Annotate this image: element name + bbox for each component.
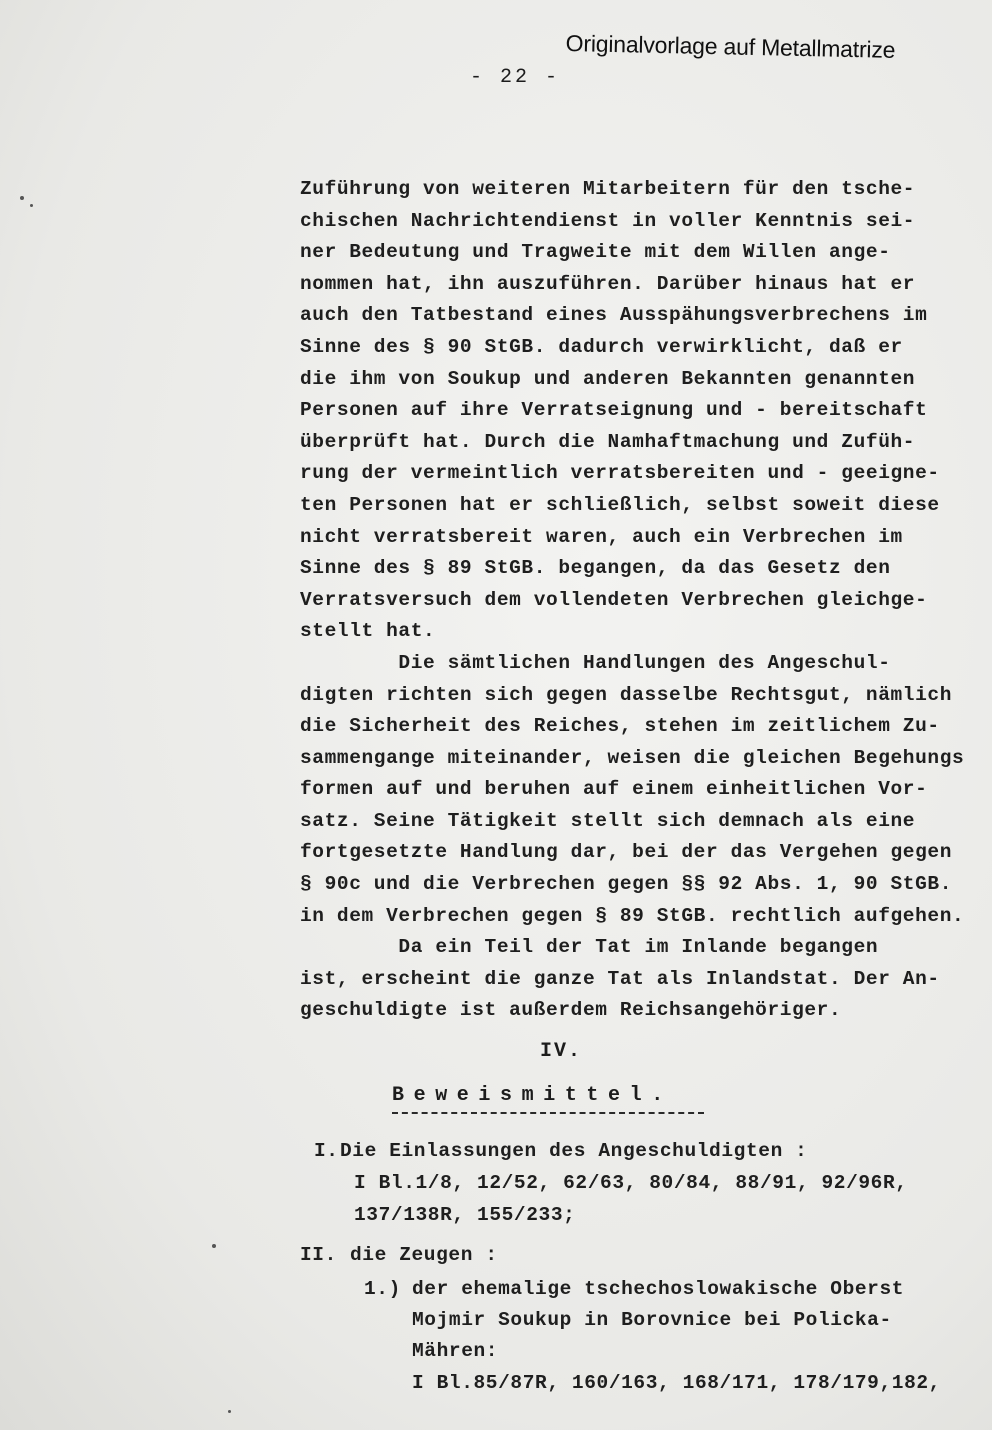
scan-speck <box>20 196 24 200</box>
scan-speck <box>212 1244 216 1248</box>
evidence-item-label: I. <box>314 1140 339 1162</box>
text-line: formen auf und beruhen auf einem einheitlichen Vor- <box>300 778 928 801</box>
text-line: ten Personen hat er schließlich, selbst soweit diese <box>300 493 940 516</box>
evidence-item-text: die Zeugen : <box>350 1244 498 1266</box>
scan-speck <box>228 1410 231 1413</box>
text-line: die ihm von Soukup und anderen Bekannten genannten <box>300 367 916 390</box>
text-line: rung der vermeintlich verratsbereiten und - geeigne- <box>300 462 940 485</box>
text-line: nicht verratsbereit waren, auch ein Verbrechen im <box>300 525 903 548</box>
text-line: Sinne des § 89 StGB. begangen, da das Gesetz den <box>300 557 891 580</box>
text-line: sammengange miteinander, weisen die gleichen Begehungs <box>300 746 965 769</box>
original-template-stamp: Originalvorlage auf Metallmatrize <box>565 30 896 63</box>
scan-speck <box>30 204 33 207</box>
text-line: überprüft hat. Durch die Namhaftmachung und Zufüh- <box>300 430 916 453</box>
text-line: fortgesetzte Handlung dar, bei der das Vergehen gegen <box>300 841 953 864</box>
text-line: auch den Tatbestand eines Ausspähungsverbrechens im <box>300 304 928 327</box>
evidence-reference: 137/138R, 155/233; <box>354 1204 576 1226</box>
text-line: Zuführung von weiteren Mitarbeitern für den tsche- <box>300 178 916 200</box>
text-line: ner Bedeutung und Tragweite mit dem Willen ange- <box>300 241 891 264</box>
witness-reference: I Bl.85/87R, 160/163, 168/171, 178/179,182, <box>412 1372 941 1394</box>
text-line: Personen auf ihre Verratseignung und - bereitschaft <box>300 399 928 422</box>
evidence-item-text: Die Einlassungen des Angeschuldigten : <box>340 1140 808 1162</box>
text-line: Verratsversuch dem vollendeten Verbrechen gleichge- <box>300 588 928 611</box>
witness-line: Mojmir Soukup in Borovnice bei Policka- <box>412 1309 892 1331</box>
text-line: Sinne des § 90 StGB. dadurch verwirklicht, daß er <box>300 335 903 358</box>
text-line: ist, erscheint die ganze Tat als Inlandstat. Der An- <box>300 967 940 990</box>
section-number: IV. <box>540 1040 583 1063</box>
evidence-reference: I Bl.1/8, 12/52, 62/63, 80/84, 88/91, 92/96R, <box>354 1172 908 1194</box>
text-line: nommen hat, ihn auszuführen. Darüber hinaus hat er <box>300 272 916 295</box>
text-line: stellt hat. <box>300 620 436 643</box>
witness-number: 1.) <box>364 1278 401 1300</box>
text-line: chischen Nachrichtendienst in voller Kenntnis sei- <box>300 209 916 232</box>
title-underline <box>392 1112 704 1114</box>
text-line: geschuldigte ist außerdem Reichsangehöriger. <box>300 999 842 1022</box>
text-line: digten richten sich gegen dasselbe Rechtsgut, nämlich <box>300 683 953 706</box>
witness-line: der ehemalige tschechoslowakische Oberst <box>412 1278 905 1300</box>
body-text <box>300 174 990 1027</box>
text-line: Da ein Teil der Tat im Inlande begangen <box>300 936 879 959</box>
text-line: in dem Verbrechen gegen § 89 StGB. rechtlich aufgehen. <box>300 904 965 927</box>
section-title: Beweismittel. <box>392 1084 673 1107</box>
evidence-item-label: II. <box>300 1244 337 1266</box>
text-line: die Sicherheit des Reiches, stehen im zeitlichem Zu- <box>300 715 940 738</box>
text-line: § 90c und die Verbrechen gegen §§ 92 Abs. 1, 90 StGB. <box>300 873 953 896</box>
text-line: satz. Seine Tätigkeit stellt sich demnach als eine <box>300 809 916 832</box>
page-number: - 22 - <box>470 66 561 89</box>
text-line: Die sämtlichen Handlungen des Angeschul- <box>300 651 891 674</box>
witness-line: Mähren: <box>412 1340 499 1362</box>
